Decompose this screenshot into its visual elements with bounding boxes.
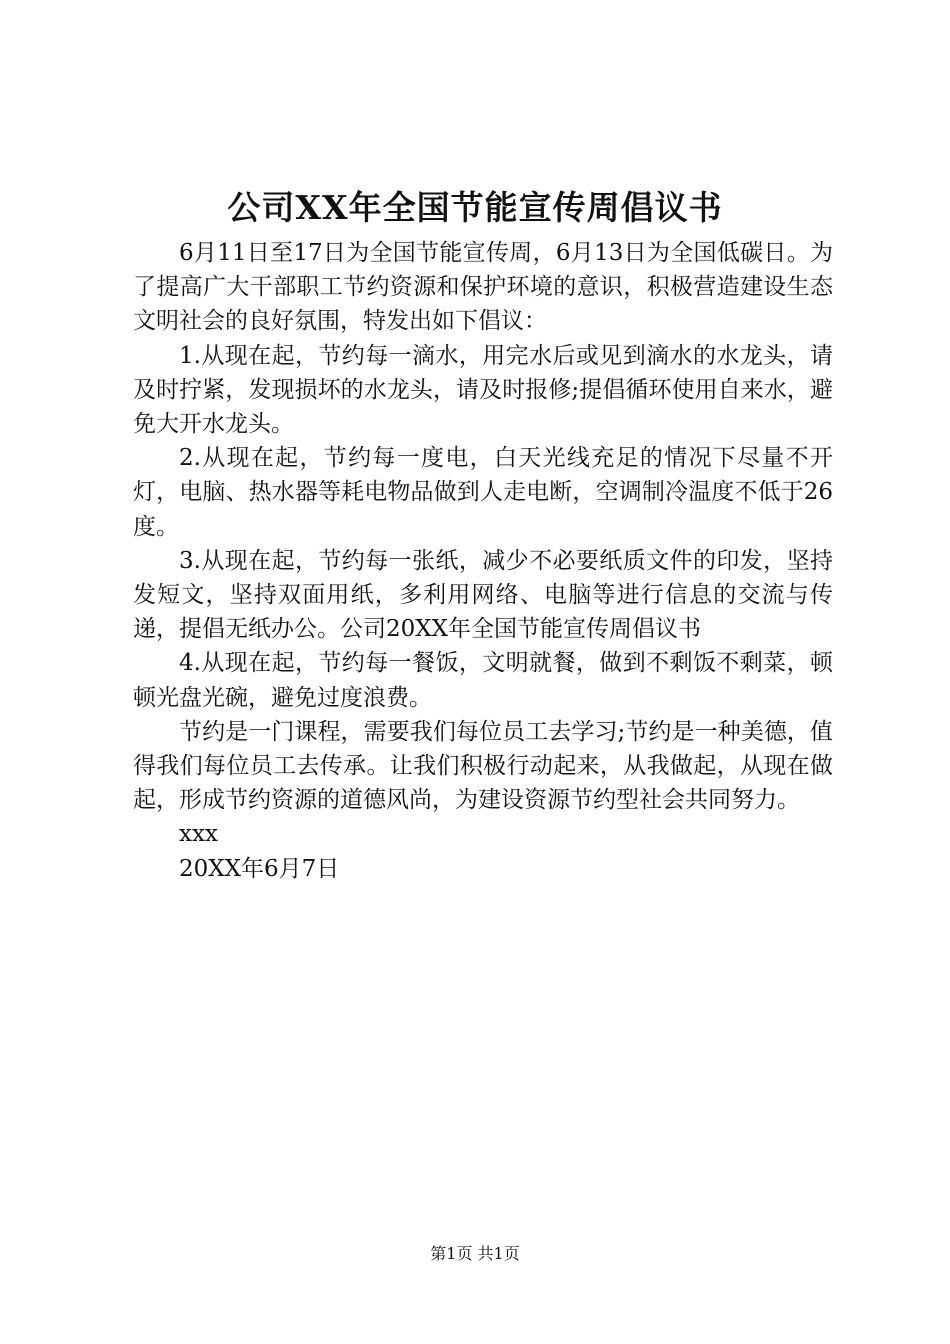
proposal-food-paragraph: 4.从现在起，节约每一餐饭，文明就餐，做到不剩饭不剩菜，顿顿光盘光碗，避免过度浪费。 <box>133 650 833 711</box>
closing-paragraph: 节约是一门课程，需要我们每位员工去学习;节约是一种美德，值得我们每位员工去传承。让我们积极行动起来，从我做起，从现在做起，形成节约资源的道德风尚，为建设资源节约型社会共同努力。 <box>133 718 833 814</box>
page-footer: 第1页 共1页 <box>430 1244 520 1263</box>
document-title: 公司XX年全国节能宣传周倡议书 <box>227 188 723 227</box>
proposal-paper-paragraph: 3.从现在起，节约每一张纸，减少不必要纸质文件的印发，坚持发短文，坚持双面用纸，多利用网络、电脑等进行信息的交流与传递，提倡无纸办公。公司20XX年全国节能宣传周倡议书 <box>133 547 833 643</box>
proposal-electricity-paragraph: 2.从现在起，节约每一度电，白天光线充足的情况下尽量不开灯，电脑、热水器等耗电物品做到人走电断，空调制冷温度不低于26度。 <box>133 445 833 540</box>
date-line: 20XX年6月7日 <box>179 855 340 882</box>
signature-line: xxx <box>179 821 218 848</box>
proposal-water-paragraph: 1.从现在起，节约每一滴水，用完水后或见到滴水的水龙头，请及时拧紧，发现损坏的水龙头，请及时报修;提倡循环使用自来水，避免大开水龙头。 <box>133 342 833 438</box>
document-body <box>133 236 833 886</box>
intro-paragraph: 6月11日至17日为全国节能宣传周，6月13日为全国低碳日。为了提高广大干部职工节约资源和保护环境的意识，积极营造建设生态文明社会的良好氛围，特发出如下倡议： <box>133 240 833 335</box>
